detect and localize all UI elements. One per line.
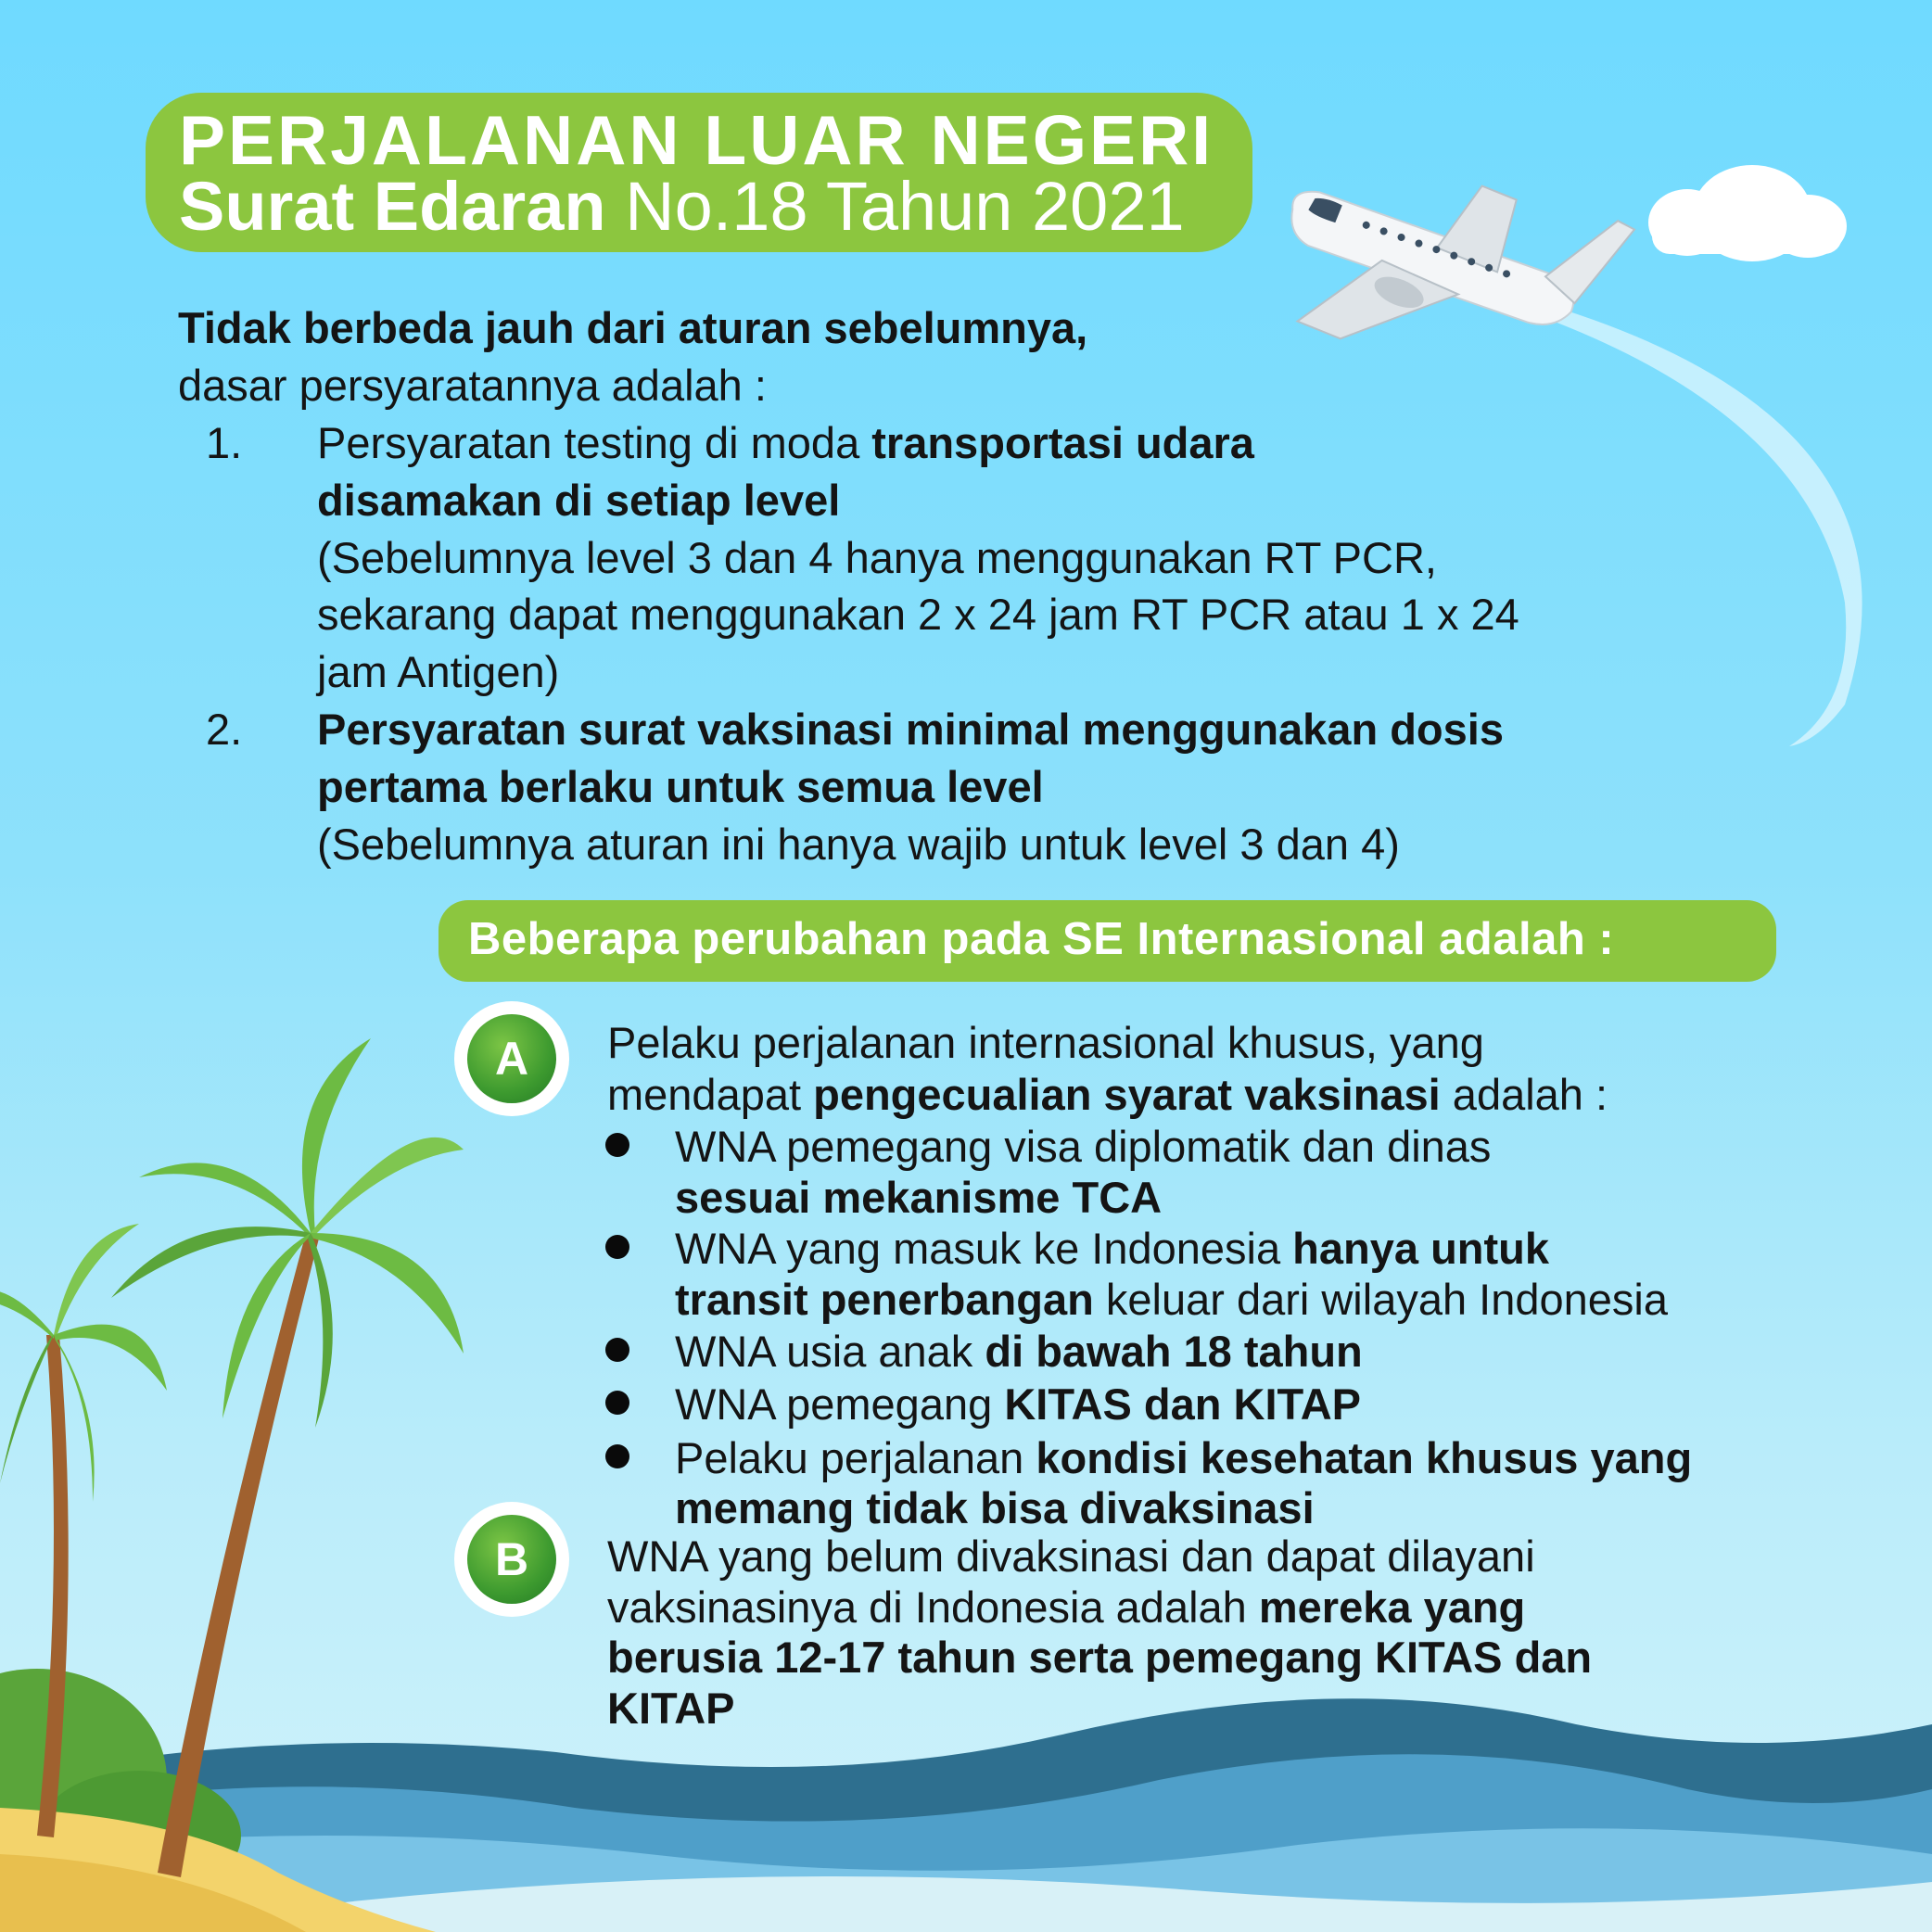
bullet-dot — [605, 1235, 629, 1259]
cloud-icon — [1648, 165, 1847, 261]
bullet-dot — [605, 1133, 629, 1157]
intro-normal: dasar persyaratannya adalah : — [178, 361, 767, 410]
item-2-number: 2. — [206, 705, 243, 754]
section-a-l2-end: adalah : — [1440, 1070, 1608, 1119]
bullet-dot — [605, 1444, 629, 1468]
badge-a — [454, 1001, 569, 1116]
item-1-line-5: jam Antigen) — [317, 647, 560, 696]
changes-banner-text: Beberapa perubahan pada SE Internasional adalah : — [468, 914, 1615, 964]
title-rest: No.18 Tahun 2021 — [605, 168, 1185, 245]
title-bold: Surat Edaran — [179, 168, 606, 245]
bullet-3-n1: WNA usia anak — [675, 1327, 985, 1376]
bullet-5-n1: Pelaku perjalanan — [675, 1433, 1036, 1482]
item-1-line-4: sekarang dapat menggunakan 2 x 24 jam RT PCR atau 1 x 24 — [317, 590, 1519, 639]
bullet-dot — [605, 1338, 629, 1362]
bullet-2-b2: transit penerbangan — [675, 1275, 1094, 1324]
bullet-dot — [605, 1391, 629, 1415]
section-a-line-2 — [607, 1066, 1608, 1124]
bullet-3-line-1 — [675, 1323, 1363, 1380]
item-1-line-2: disamakan di setiap level — [317, 476, 841, 525]
bullet-1-line-1: WNA pemegang visa diplomatik dan dinas — [675, 1122, 1492, 1171]
bullet-2-line-1 — [675, 1220, 1549, 1277]
bullet-2-n2: keluar dari wilayah Indonesia — [1093, 1275, 1669, 1324]
bullet-5-b1: kondisi kesehatan khusus yang — [1036, 1433, 1693, 1482]
section-b-line-2 — [607, 1579, 1525, 1636]
section-b-line-4: KITAP — [607, 1684, 735, 1733]
changes-banner — [439, 900, 1776, 982]
item-1-line-1 — [317, 414, 1254, 472]
bullet-5-line-1 — [675, 1430, 1692, 1487]
item-1-line-3: (Sebelumnya level 3 dan 4 hanya menggunakan RT PCR, — [317, 533, 1437, 582]
palm-leaves — [0, 1224, 167, 1502]
section-b-line-1: WNA yang belum divaksinasi dan dapat dilayani — [607, 1532, 1535, 1581]
bullet-2-b1: hanya untuk — [1292, 1224, 1549, 1273]
item-1-l1-bold: transportasi udara — [871, 418, 1254, 467]
title-line-1: PERJALANAN LUAR NEGERI — [179, 101, 1214, 179]
bullet-4-n1: WNA pemegang — [675, 1379, 1005, 1429]
section-b-l2-normal: vaksinasinya di Indonesia adalah — [607, 1582, 1259, 1632]
contrail — [1446, 278, 1862, 746]
section-b-line-3: berusia 12-17 tahun serta pemegang KITAS dan — [607, 1633, 1593, 1682]
bullet-3-b1: di bawah 18 tahun — [985, 1327, 1363, 1376]
bullet-4-b1: KITAS dan KITAP — [1004, 1379, 1362, 1429]
section-a-line-1: Pelaku perjalanan internasional khusus, yang — [607, 1018, 1484, 1067]
bullet-2-line-2 — [675, 1271, 1668, 1328]
bullet-2-n1: WNA yang masuk ke Indonesia — [675, 1224, 1293, 1273]
item-1-l1-normal: Persyaratan testing di moda — [317, 418, 872, 467]
item-2-line-1: Persyaratan surat vaksinasi minimal menggunakan dosis — [317, 705, 1504, 754]
section-a-l2-bold: pengecualian syarat vaksinasi — [813, 1070, 1441, 1119]
intro-bold: Tidak berbeda jauh dari aturan sebelumnya, — [178, 303, 1088, 352]
bullet-5-line-2: memang tidak bisa divaksinasi — [675, 1483, 1315, 1532]
badge-b — [454, 1502, 569, 1617]
title-line-2 — [179, 167, 1185, 246]
section-a-l2-normal: mendapat — [607, 1070, 814, 1119]
bullet-4-line-1 — [675, 1376, 1361, 1433]
title-banner — [146, 93, 1252, 252]
item-2-line-2: pertama berlaku untuk semua level — [317, 762, 1044, 811]
section-b-l2-bold: mereka yang — [1258, 1582, 1526, 1632]
palm-leaves — [111, 1038, 464, 1428]
badge-a-label: A — [467, 1014, 556, 1103]
badge-b-label: B — [467, 1515, 556, 1604]
airplane-icon — [1252, 106, 1635, 426]
bullet-1-line-2: sesuai mekanisme TCA — [675, 1173, 1163, 1222]
item-1-number: 1. — [206, 418, 243, 467]
item-2-line-3: (Sebelumnya aturan ini hanya wajib untuk level 3 dan 4) — [317, 820, 1400, 869]
